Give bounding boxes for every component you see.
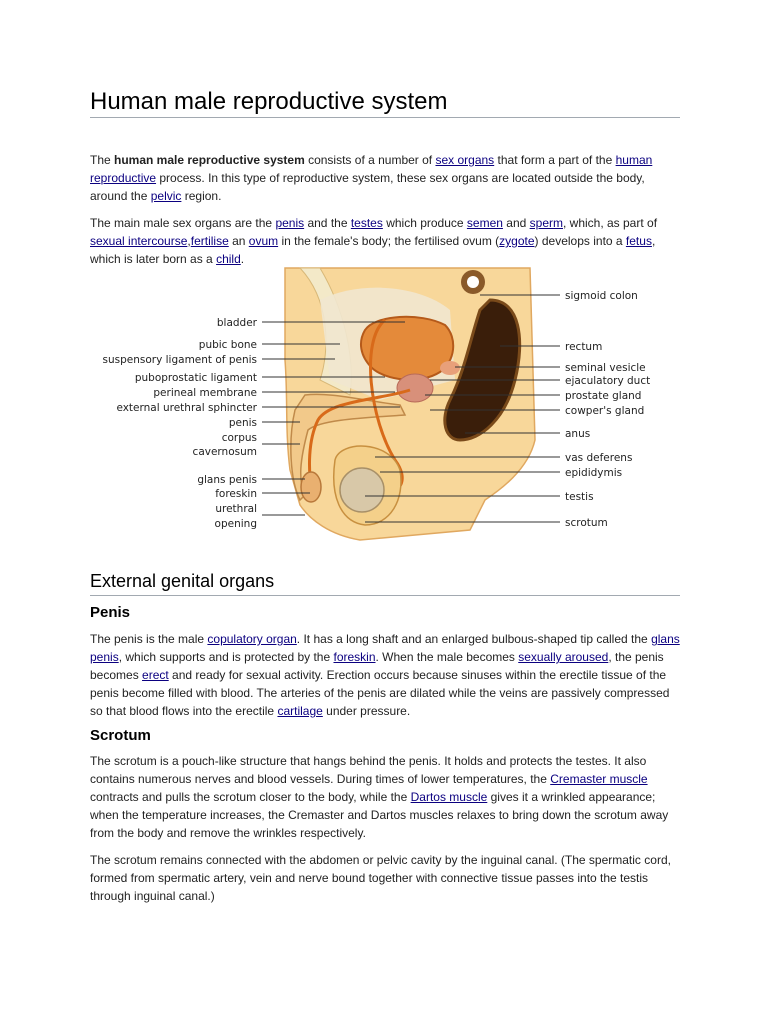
scrotum-paragraph-2: The scrotum remains connected with the abdomen or pelvic cavity by the inguinal canal. (The spermatic cord, formed from spermatic artery, vein and nerve bound together with connective tissue passes into the testis through inguinal canal.)	[90, 853, 671, 903]
label-pubic-bone: pubic bone	[198, 339, 257, 351]
link-foreskin[interactable]: foreskin	[333, 650, 376, 664]
label-ejaculatory-duct: ejaculatory duct	[565, 375, 651, 387]
label-perineal-membrane: perineal membrane	[153, 387, 257, 399]
label-cowpers-gland: cowper's gland	[565, 405, 645, 417]
label-cavernosum: cavernosum	[192, 446, 257, 458]
subsection-heading-scrotum: Scrotum	[90, 727, 151, 744]
title-divider	[90, 117, 680, 118]
link-human-reproductive[interactable]: human reproductive	[90, 153, 653, 185]
link-cremaster-muscle[interactable]: Cremaster muscle	[550, 772, 648, 786]
label-external-urethral-sphincter: external urethral sphincter	[116, 402, 257, 414]
anatomy-diagram	[0, 262, 768, 542]
label-testis: testis	[565, 491, 594, 503]
link-sexual-intercourse[interactable]: sexual intercourse	[90, 234, 188, 248]
link-glans-penis[interactable]: glans penis	[90, 632, 680, 664]
link-dartos-muscle[interactable]: Dartos muscle	[410, 790, 488, 804]
link-testes[interactable]: testes	[350, 216, 383, 230]
link-zygote[interactable]: zygote	[499, 234, 535, 248]
label-puboprostatic-ligament: puboprostatic ligament	[134, 372, 257, 384]
link-ovum[interactable]: ovum	[248, 234, 279, 248]
label-corpus: corpus	[221, 432, 257, 444]
link-pelvic[interactable]: pelvic	[150, 189, 182, 203]
label-seminal-vesicle: seminal vesicle	[565, 362, 646, 374]
scrotum-paragraph-1: The scrotum is a pouch-like structure that hangs behind the penis. It holds and protects the testes. It also contains numerous nerves and blood vessels. During times of lower temperatures, the Cremaster muscle contracts and pulls the scrotum closer to the body, while the Dartos muscle gives it a wrinkled appearance; when the temperature increases, the Cremaster and Dartos muscles relaxes to bring down the scrotum away from the body and remove the wrinkles respectively.	[90, 754, 669, 840]
anatomy-illustration	[0, 262, 768, 542]
link-fetus[interactable]: fetus	[625, 234, 652, 248]
label-urethral: urethral	[215, 503, 257, 515]
section-heading-external-genital-organs: External genital organs	[90, 571, 275, 591]
label-bladder: bladder	[216, 317, 257, 329]
label-vas-deferens: vas deferens	[565, 452, 633, 464]
link-penis[interactable]: penis	[275, 216, 305, 230]
label-epididymis: epididymis	[565, 467, 623, 479]
label-glans-penis: glans penis	[197, 474, 257, 486]
link-sexually-aroused[interactable]: sexually aroused	[518, 650, 609, 664]
label-suspensory-ligament: suspensory ligament of penis	[102, 354, 257, 366]
term-bold: human male reproductive system	[114, 153, 305, 167]
link-fertilise[interactable]: fertilise	[190, 234, 229, 248]
section-divider	[90, 595, 680, 596]
link-semen[interactable]: semen	[466, 216, 503, 230]
link-child[interactable]: child	[216, 252, 241, 266]
link-copulatory-organ[interactable]: copulatory organ	[207, 632, 297, 646]
link-cartilage[interactable]: cartilage	[277, 704, 323, 718]
penis-paragraph: The penis is the male copulatory organ. It has a long shaft and an enlarged bulbous-shaped tip called the glans penis, which supports and is protected by the foreskin. When the male becomes sexually aroused, the penis becomes erect and ready for sexual activity. Erection occurs because sinuses within the erectile tissue of the penis become filled with blood. The arteries of the penis are dilated while the veins are passively compressed so that blood flows into the erectile cartilage under pressure.	[90, 632, 680, 718]
label-sigmoid-colon: sigmoid colon	[565, 290, 638, 302]
label-anus: anus	[565, 428, 591, 440]
label-opening: opening	[214, 518, 257, 530]
intro-paragraph-2: The main male sex organs are the penis and the testes which produce semen and sperm, which, as part of sexual intercourse,fertilise an ovum in the female's body; the fertilised ovum (zygote) develops into a fetus, which is later born as a child.	[90, 216, 658, 266]
link-sex-organs[interactable]: sex organs	[435, 153, 495, 167]
label-prostate-gland: prostate gland	[565, 390, 642, 402]
link-sperm[interactable]: sperm	[529, 216, 563, 230]
label-rectum: rectum	[565, 341, 603, 353]
label-scrotum: scrotum	[565, 517, 608, 529]
label-penis: penis	[228, 417, 257, 429]
page-title: Human male reproductive system	[90, 88, 448, 115]
intro-paragraph-1: The human male reproductive system consists of a number of sex organs that form a part of the human reproductive process. In this type of reproductive system, these sex organs are located outside the body, around the pelvic region.	[90, 153, 653, 203]
subsection-heading-penis: Penis	[90, 604, 131, 621]
label-foreskin: foreskin	[215, 488, 257, 500]
link-erect[interactable]: erect	[142, 668, 169, 682]
